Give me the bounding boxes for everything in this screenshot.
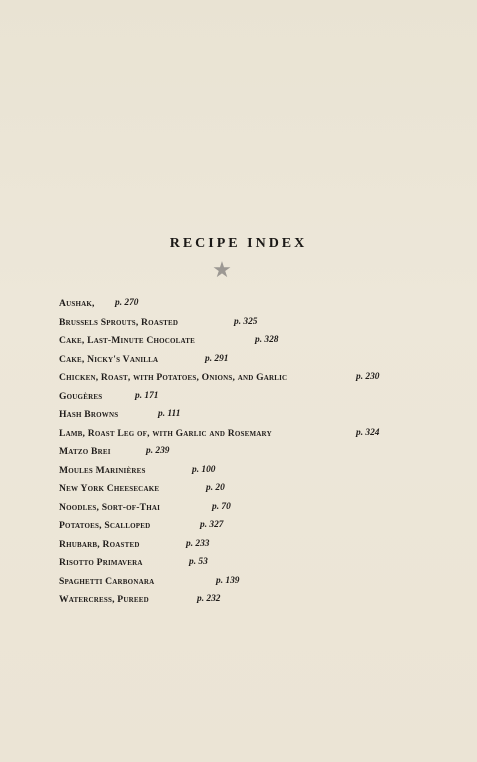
entry-page: p. 233 xyxy=(186,538,210,549)
entry-name: Spaghetti Carbonara xyxy=(59,575,155,587)
index-entry xyxy=(59,465,449,484)
entry-page: p. 239 xyxy=(146,446,170,456)
entry-page: p. 327 xyxy=(200,520,224,530)
index-entry xyxy=(59,391,449,410)
entry-page: p. 230 xyxy=(356,372,380,382)
entry-name: Matzo Brei xyxy=(59,446,111,457)
index-entry xyxy=(59,483,449,502)
recipe-index-list xyxy=(59,298,449,613)
index-entry xyxy=(59,557,449,576)
index-entry xyxy=(59,428,449,447)
entry-name: Potatoes, Scalloped xyxy=(59,520,151,531)
entry-name: Watercress, Pureed xyxy=(59,594,149,605)
entry-name: New York Cheesecake xyxy=(59,483,160,494)
star-icon: ★ xyxy=(212,257,232,282)
entry-name: Gougères xyxy=(59,390,103,402)
index-entry xyxy=(59,335,449,354)
entry-page: p. 232 xyxy=(197,594,221,604)
entry-page: p. 70 xyxy=(212,501,231,512)
entry-page: p. 111 xyxy=(158,409,181,419)
index-entry xyxy=(59,446,449,465)
entry-page: p. 270 xyxy=(115,298,139,308)
index-entry xyxy=(59,520,449,539)
entry-page: p. 171 xyxy=(135,390,159,401)
entry-page: p. 139 xyxy=(216,575,240,586)
entry-name: Brussels Sprouts, Roasted xyxy=(59,316,179,328)
entry-name: Chicken, Roast, with Potatoes, Onions, and Garlic xyxy=(59,372,288,383)
index-entry xyxy=(59,372,449,391)
entry-page: p. 324 xyxy=(356,427,380,438)
entry-name: Cake, Nicky's Vanilla xyxy=(59,353,159,365)
entry-page: p. 53 xyxy=(189,557,208,567)
entry-name: Rhubarb, Roasted xyxy=(59,538,140,550)
entry-page: p. 20 xyxy=(206,483,225,493)
entry-name: Moules Marinières xyxy=(59,464,146,476)
entry-name: Noodles, Sort-of-Thai xyxy=(59,501,161,513)
index-entry xyxy=(59,594,449,613)
entry-name: Hash Browns xyxy=(59,409,119,420)
entry-page: p. 328 xyxy=(255,335,279,345)
entry-page: p. 291 xyxy=(205,353,229,364)
entry-page: p. 100 xyxy=(192,464,216,475)
index-entry xyxy=(59,502,449,521)
index-entry xyxy=(59,354,449,373)
entry-name: Cake, Last-Minute Chocolate xyxy=(59,335,195,346)
index-entry xyxy=(59,539,449,558)
page-title: RECIPE INDEX xyxy=(169,236,308,251)
entry-name: Aushak, xyxy=(59,298,95,309)
index-entry xyxy=(59,576,449,595)
index-entry xyxy=(59,298,449,317)
index-entry xyxy=(59,317,449,336)
entry-name: Risotto Primavera xyxy=(59,557,143,568)
entry-page: p. 325 xyxy=(234,316,258,327)
index-entry xyxy=(59,409,449,428)
entry-name: Lamb, Roast Leg of, with Garlic and Rosemary xyxy=(59,427,272,439)
